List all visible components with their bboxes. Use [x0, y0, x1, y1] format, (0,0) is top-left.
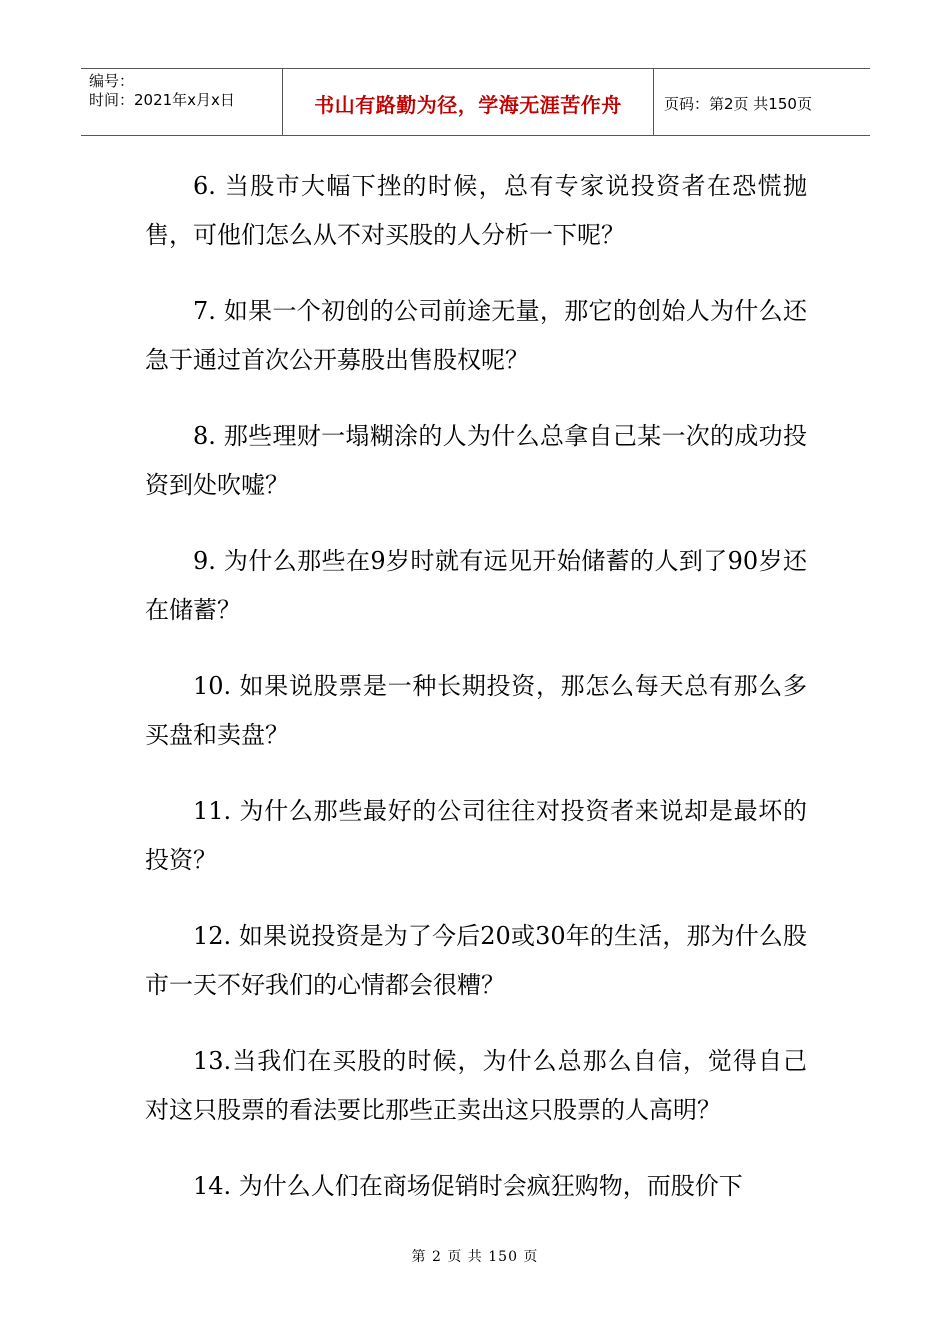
paragraph-12: 12. 如果说投资是为了今后20或30年的生活，那为什么股市一天不好我们的心情都会很糟？: [145, 922, 807, 999]
paragraph-11: 11. 为什么那些最好的公司往往对投资者来说却是最坏的投资？: [145, 797, 807, 874]
header-motto: 书山有路勤为径，学海无涯苦作舟: [314, 92, 622, 117]
page-header: [81, 68, 870, 136]
paragraph-13: 13.当我们在买股的时候，为什么总那么自信，觉得自己对这只股票的看法要比那些正卖出这只股票的人高明？: [145, 1047, 807, 1124]
paragraph-9: 9. 为什么那些在9岁时就有远见开始储蓄的人到了90岁还在储蓄？: [145, 547, 807, 624]
paragraph-7: 7. 如果一个初创的公司前途无量，那它的创始人为什么还急于通过首次公开募股出售股权呢？: [145, 297, 807, 374]
document-time-label: 时间：2021年x月x日: [89, 91, 235, 109]
paragraph-8: 8. 那些理财一塌糊涂的人为什么总拿自己某一次的成功投资到处吹嘘？: [145, 422, 807, 499]
header-meta: [89, 72, 235, 110]
paragraph-10: 10. 如果说股票是一种长期投资，那怎么每天总有那么多买盘和卖盘？: [145, 672, 807, 749]
paragraph-6: 6. 当股市大幅下挫的时候，总有专家说投资者在恐慌抛售，可他们怎么从不对买股的人分析一下呢？: [145, 172, 807, 249]
document-body: [145, 162, 807, 1238]
header-page-info: 页码：第2页 共150页: [664, 94, 812, 113]
document-number-label: 编号：: [89, 72, 135, 90]
page-footer: 第 2 页 共 150 页: [411, 1249, 539, 1265]
header-divider-right: [653, 69, 654, 135]
paragraph-14: 14. 为什么人们在商场促销时会疯狂购物，而股价下: [193, 1172, 743, 1200]
